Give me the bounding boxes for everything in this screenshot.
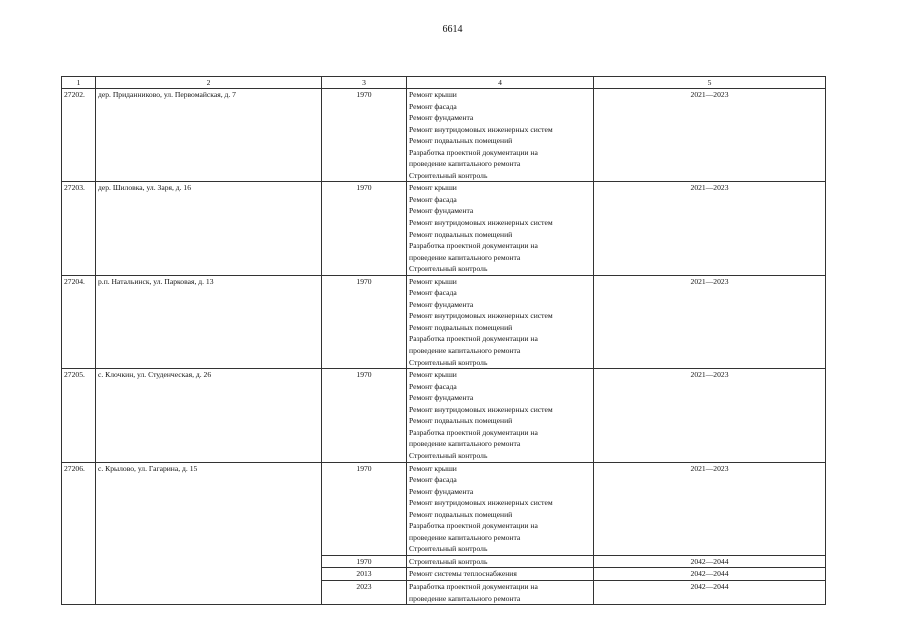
period-cell: 2021—2023 [594, 182, 826, 275]
works-cell [407, 555, 594, 568]
work-item: Ремонт фасада [409, 381, 457, 391]
work-item: Строительный контроль [409, 357, 488, 367]
works-cell [407, 462, 594, 555]
work-item: проведение капитального ремонта [409, 159, 521, 169]
column-header: 4 [407, 77, 594, 89]
address-cell: с. Клочкин, ул. Студенческая, д. 26 [96, 369, 322, 462]
table-row [62, 89, 826, 182]
row-number: 27204. [62, 275, 96, 368]
column-header: 2 [96, 77, 322, 89]
table-row [62, 182, 826, 275]
work-item: Ремонт внутридомовых инженерных систем [409, 311, 553, 321]
column-header: 5 [594, 77, 826, 89]
work-item: Разработка проектной документации на [409, 521, 538, 531]
table-row [62, 369, 826, 462]
work-item: Ремонт подвальных помещений [409, 322, 513, 332]
row-number: 27206. [62, 462, 96, 605]
address-cell: дер. Шиловка, ул. Заря, д. 16 [96, 182, 322, 275]
work-item: Строительный контроль [409, 264, 488, 274]
period-cell: 2042—2044 [594, 555, 826, 568]
header-row [62, 77, 826, 89]
work-item: Ремонт крыши [409, 183, 457, 193]
work-item: Ремонт фасада [409, 101, 457, 111]
work-item: Строительный контроль [409, 544, 488, 554]
work-item: Ремонт фундамента [409, 486, 474, 496]
row-number: 27205. [62, 369, 96, 462]
work-item: Ремонт крыши [409, 276, 457, 286]
column-header: 1 [62, 77, 96, 89]
work-item: проведение капитального ремонта [409, 593, 521, 603]
row-number: 27203. [62, 182, 96, 275]
year-cell: 1970 [322, 182, 407, 275]
works-cell [407, 580, 594, 604]
year-cell: 2023 [322, 580, 407, 604]
work-item: Ремонт фасада [409, 194, 457, 204]
year-cell: 1970 [322, 555, 407, 568]
year-cell: 1970 [322, 275, 407, 368]
work-item: Ремонт подвальных помещений [409, 229, 513, 239]
work-item: Ремонт внутридомовых инженерных систем [409, 218, 553, 228]
work-item: Строительный контроль [409, 556, 488, 566]
works-cell [407, 369, 594, 462]
work-item: Разработка проектной документации на [409, 241, 538, 251]
table-row [62, 462, 826, 555]
period-cell: 2021—2023 [594, 369, 826, 462]
works-cell [407, 568, 594, 581]
work-item: Строительный контроль [409, 170, 488, 180]
work-item: Разработка проектной документации на [409, 147, 538, 157]
work-item: проведение капитального ремонта [409, 439, 521, 449]
work-item: проведение капитального ремонта [409, 252, 521, 262]
year-cell: 1970 [322, 369, 407, 462]
work-item: Ремонт подвальных помещений [409, 509, 513, 519]
work-item: Разработка проектной документации на [409, 427, 538, 437]
works-cell [407, 182, 594, 275]
row-number: 27202. [62, 89, 96, 182]
works-cell [407, 275, 594, 368]
address-cell: с. Крылово, ул. Гагарина, д. 15 [96, 462, 322, 605]
work-item: Ремонт крыши [409, 463, 457, 473]
work-item: Ремонт подвальных помещений [409, 416, 513, 426]
work-item: Ремонт внутридомовых инженерных систем [409, 404, 553, 414]
period-cell: 2042—2044 [594, 580, 826, 604]
work-item: Ремонт внутридомовых инженерных систем [409, 498, 553, 508]
work-item: Ремонт фундамента [409, 393, 474, 403]
work-item: Ремонт подвальных помещений [409, 136, 513, 146]
year-cell: 1970 [322, 462, 407, 555]
work-item: Ремонт крыши [409, 90, 457, 99]
work-item: Ремонт системы теплоснабжения [409, 569, 517, 579]
period-cell: 2021—2023 [594, 462, 826, 555]
address-cell: дер. Приданниково, ул. Первомайская, д. 7 [96, 89, 322, 182]
period-cell: 2021—2023 [594, 275, 826, 368]
capital-repair-table [61, 76, 826, 605]
work-item: Ремонт фундамента [409, 113, 474, 123]
work-item: Разработка проектной документации на [409, 334, 538, 344]
table-body [62, 89, 826, 605]
work-item: Ремонт фасада [409, 288, 457, 298]
column-header: 3 [322, 77, 407, 89]
page-number: 6614 [442, 24, 463, 35]
works-cell [407, 89, 594, 182]
table-row [62, 275, 826, 368]
work-item: Ремонт внутридомовых инженерных систем [409, 124, 553, 134]
work-item: Ремонт крыши [409, 370, 457, 380]
year-cell: 2013 [322, 568, 407, 581]
work-item: Ремонт фасада [409, 475, 457, 485]
work-item: Разработка проектной документации на [409, 581, 538, 591]
work-item: проведение капитального ремонта [409, 346, 521, 356]
work-item: проведение капитального ремонта [409, 532, 521, 542]
work-item: Ремонт фундамента [409, 206, 474, 216]
period-cell: 2042—2044 [594, 568, 826, 581]
address-cell: р.п. Натальинск, ул. Парковая, д. 13 [96, 275, 322, 368]
year-cell: 1970 [322, 89, 407, 182]
work-item: Ремонт фундамента [409, 299, 474, 309]
work-item: Строительный контроль [409, 450, 488, 460]
period-cell: 2021—2023 [594, 89, 826, 182]
